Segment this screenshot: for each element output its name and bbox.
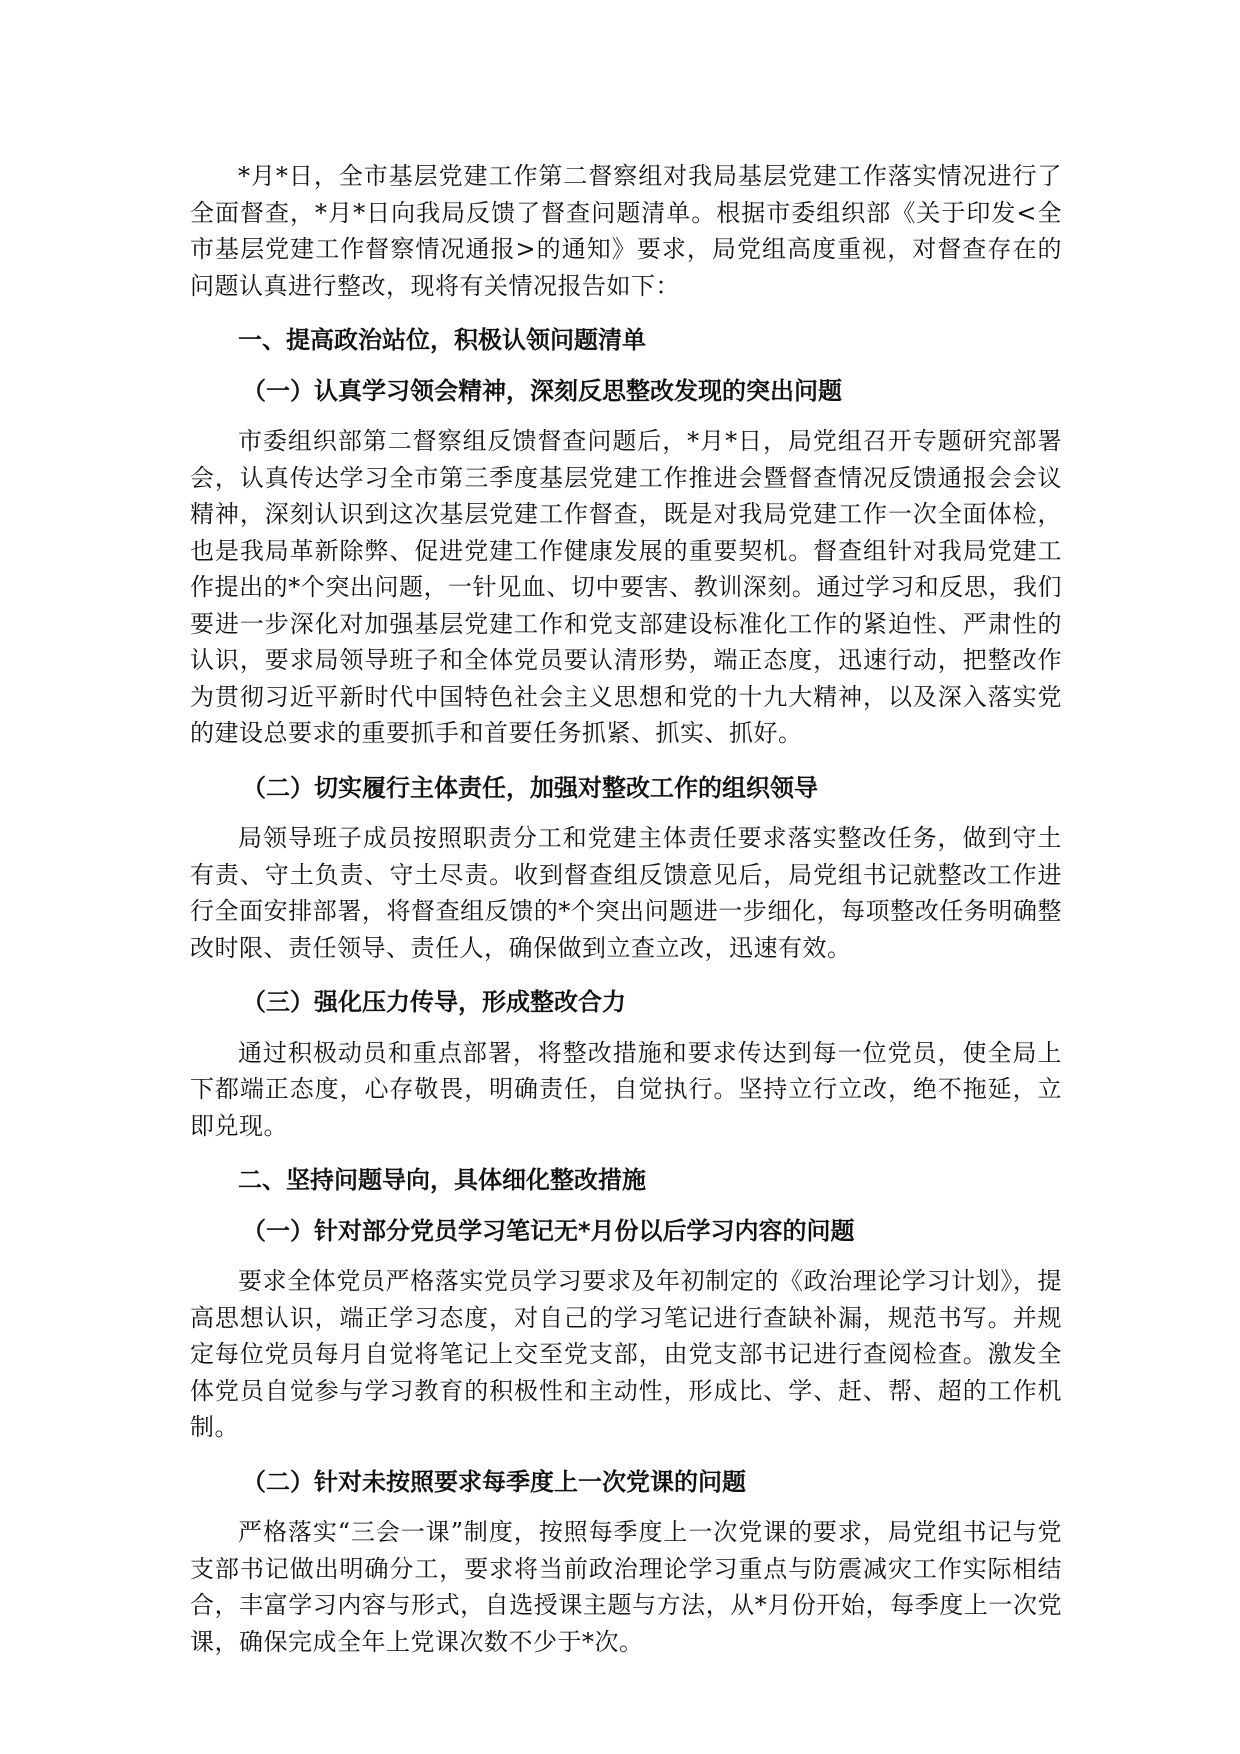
spacer xyxy=(190,409,1062,423)
section-2-1-heading: （一）针对部分党员学习笔记无*月份以后学习内容的问题 xyxy=(242,1216,855,1245)
section-2-2-body: 严格落实“三会一课”制度，按照每季度上一次党课的要求，局党组书记与党支部书记做出明确分工，要求将当前政治理论学习重点与防震减灾工作实际相结合，丰富学习内容与形式，自选授课主题与方法，从*月份开始，每季度上一次党课，确保完成全年上党课次数不少于*次。 xyxy=(190,1518,1062,1656)
spacer xyxy=(190,752,1062,770)
section-1-1-heading: （一）认真学习领会精神，深刻反思整改发现的突出问题 xyxy=(242,376,842,405)
spacer xyxy=(190,304,1062,322)
section-2-1-body: 要求全体党员严格落实党员学习要求及年初制定的《政治理论学习计划》，提高思想认识，端正学习态度，对自己的学习笔记进行查缺补漏，规范书写。并规定每位党员每月自觉将笔记上交至党支部，由党支部书记进行查阅检查。激发全体党员自觉参与学习教育的积极性和主动性，形成比、学、赶、帮、超的工作机制。 xyxy=(190,1267,1062,1441)
spacer xyxy=(190,359,1062,373)
spacer xyxy=(190,1249,1062,1263)
section-2-2-heading: （二）针对未按照要求每季度上一次党课的问题 xyxy=(242,1467,746,1496)
intro-paragraph: *月*日，全市基层党建工作第二督察组对我局基层党建工作落实情况进行了全面督查，*月*日向我局反馈了督查问题清单。根据市委组织部《关于印发<全市基层党建工作督察情况通报>的通知》要求，局党组高度重视，对督查存在的问题认真进行整改，现将有关情况报告如下： xyxy=(190,162,1062,300)
spacer xyxy=(190,1500,1062,1514)
spacer xyxy=(190,1021,1062,1035)
document-page xyxy=(190,158,1062,1660)
spacer xyxy=(190,1144,1062,1162)
spacer xyxy=(190,806,1062,820)
spacer xyxy=(190,966,1062,984)
section-1-heading: 一、提高政治站位，积极认领问题清单 xyxy=(238,326,646,354)
section-1-2-heading: （二）切实履行主体责任，加强对整改工作的组织领导 xyxy=(242,773,818,802)
spacer xyxy=(190,1446,1062,1464)
section-1-3-body: 通过积极动员和重点部署，将整改措施和要求传达到每一位党员，使全局上下都端正态度，心存敬畏，明确责任，自觉执行。坚持立行立改，绝不拖延，立即兑现。 xyxy=(190,1038,1062,1140)
section-1-2-body: 局领导班子成员按照职责分工和党建主体责任要求落实整改任务，做到守土有责、守土负责、守土尽责。收到督查组反馈意见后，局党组书记就整改工作进行全面安排部署，将督查组反馈的*个突出问题进一步细化，每项整改任务明确整改时限、责任领导、责任人，确保做到立查立改，迅速有效。 xyxy=(190,824,1062,962)
section-1-1-body: 市委组织部第二督察组反馈督查问题后，*月*日，局党组召开专题研究部署会，认真传达学习全市第三季度基层党建工作推进会暨督查情况反馈通报会会议精神，深刻认识到这次基层党建工作督查，既是对我局党建工作一次全面体检，也是我局革新除弊、促进党建工作健康发展的重要契机。督查组针对我局党建工作提出的*个突出问题，一针见血、切中要害、教训深刻。通过学习和反思，我们要进一步深化对加强基层党建工作和党支部建设标准化工作的紧迫性、严肃性的认识，要求局领导班子和全体党员要认清形势，端正态度，迅速行动，把整改作为贯彻习近平新时代中国特色社会主义思想和党的十九大精神，以及深入落实党的建设总要求的重要抓手和首要任务抓紧、抓实、抓好。 xyxy=(190,427,1062,747)
spacer xyxy=(190,1199,1062,1213)
section-1-3-heading: （三）强化压力传导，形成整改合力 xyxy=(242,988,626,1016)
section-2-heading: 二、坚持问题导向，具体细化整改措施 xyxy=(238,1166,646,1194)
